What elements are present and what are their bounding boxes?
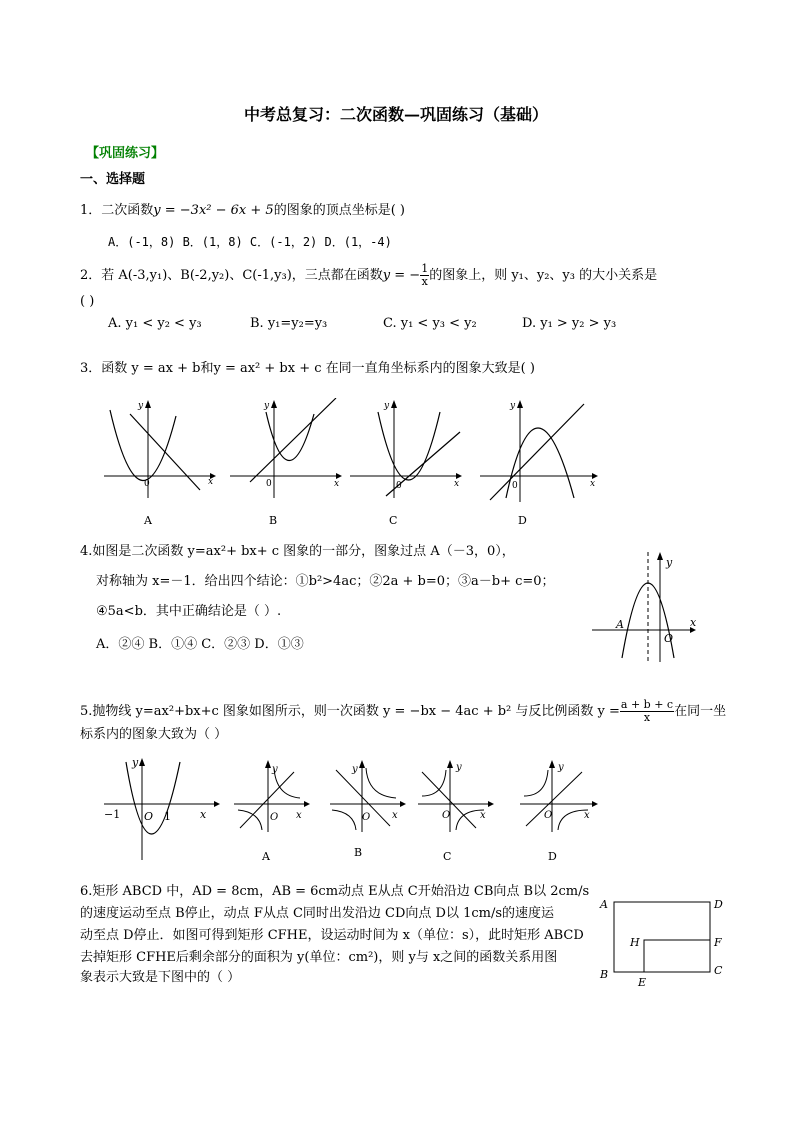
- svg-text:D: D: [714, 898, 723, 911]
- svg-text:y: y: [352, 764, 358, 775]
- q2-stem: 2．若 A(-3,y₁)、B(-2,y₂)、C(-1,y₃)，三点都在函数y = − $\frac{1}{x}$ 的图象上，则 y₁、y₂、y₃ 的大小关系是: [80, 262, 658, 288]
- svg-text:y: y: [558, 762, 564, 773]
- q6-line1: 6.矩形 ABCD 中，AD = 8cm，AB = 6cm动点 E从点 C开始沿边 CB向点 B以 2cm/s: [80, 884, 590, 899]
- q3a-o: 0: [144, 479, 150, 489]
- q5-label-d: D: [548, 850, 557, 863]
- q5-option-d-graph: [518, 760, 598, 832]
- section-tag: 【巩固练习】: [86, 146, 165, 161]
- q1-options: A．(-1，8) B．(1，8) C．(-1，2) D．(1，-4): [108, 235, 392, 249]
- q3-stem: 3．函数 y = ax + b和y = ax² + bx + c 在同一直角坐标系内的图象大致是( ): [80, 361, 535, 376]
- q1-stem: 1．二次函数y = −3x² − 6x + 5的图象的顶点坐标是( ): [80, 203, 405, 218]
- q5-fig-y: y: [132, 756, 139, 769]
- q3-label-b: B: [269, 514, 278, 527]
- q3c-y: y: [384, 401, 390, 411]
- q4-line3: ④5a<b．其中正确结论是（ ）.: [96, 604, 282, 619]
- q2-option-d: D. y₁ > y₂ > y₃: [522, 316, 617, 331]
- q3-label-a: A: [144, 514, 152, 527]
- q3a-y: y: [138, 401, 144, 411]
- svg-text:O: O: [362, 812, 371, 823]
- svg-text:E: E: [638, 976, 647, 989]
- q4-fig-y: y: [666, 556, 673, 569]
- q5-option-c-graph: [416, 760, 494, 832]
- q5-label-a: A: [262, 850, 270, 863]
- q3d-o: 0: [512, 481, 518, 491]
- q5-stem: 5.抛物线 y=ax²+bx+c 图象如图所示，则一次函数 y = −bx − 4ac + b² 与反比例函数 y = $\frac{a + b + c}{x}$ 在同一坐: [80, 698, 727, 724]
- q4-line1: 4.如图是二次函数 y=ax²+ bx+ c 图象的一部分，图象过点 A（－3，0），: [80, 544, 515, 559]
- q5-option-a-graph: [232, 760, 310, 832]
- q6-line5: 象表示大致是下图中的（ ）: [80, 970, 241, 985]
- svg-text:C: C: [714, 964, 723, 977]
- svg-text:B: B: [600, 968, 609, 981]
- q5-fig-o: O: [144, 810, 154, 823]
- q5-option-b-graph: [328, 760, 406, 832]
- q4-line2: 对称轴为 x=－1．给出四个结论：①b²>4ac；②2a + b=0；③a－b+ c=0；: [96, 574, 555, 589]
- q5-fig-x: x: [200, 808, 207, 821]
- q4-figure: [592, 548, 702, 664]
- q6-line2: 的速度运动至点 B停止，动点 F从点 C同时出发沿边 CD向点 D以 1cm/s的速度运: [80, 906, 555, 921]
- q4-fig-x: x: [690, 616, 697, 629]
- q6-rectangle-figure: [598, 894, 730, 990]
- q3d-x: x: [590, 479, 596, 489]
- svg-text:y: y: [456, 762, 462, 773]
- q2-fraction: $\frac{1}{x}$: [421, 262, 429, 288]
- q3c-o: 0: [396, 481, 402, 491]
- q5-line2: 标系内的图象大致为（ ）: [80, 727, 228, 742]
- svg-text:x: x: [584, 810, 590, 821]
- q5-fig-neg1: −1: [104, 808, 121, 821]
- svg-text:O: O: [544, 810, 553, 821]
- page-title: 中考总复习：二次函数—巩固练习（基础）: [244, 105, 549, 124]
- q3b-x: x: [334, 479, 340, 489]
- svg-text:O: O: [270, 812, 279, 823]
- q3-graph-c: [350, 398, 462, 498]
- q3a-x: x: [208, 477, 214, 487]
- q5-fraction: $\frac{a + b + c}{x}$: [620, 698, 674, 724]
- svg-text:F: F: [714, 936, 722, 949]
- svg-text:H: H: [630, 936, 640, 949]
- q2-option-c: C. y₁ < y₃ < y₂: [383, 316, 477, 331]
- q3b-y: y: [264, 401, 270, 411]
- q5-parabola-figure: [104, 756, 220, 860]
- q6-line3: 动至点 D停止．如图可得到矩形 CFHE，设运动时间为 x（单位：s），此时矩形 ABCD: [80, 928, 584, 943]
- q5-label-b: B: [354, 846, 363, 859]
- q4-options: A．②④ B．①④ C．②③ D．①③: [96, 637, 304, 652]
- q3-graph-a: [104, 398, 216, 498]
- q3-graph-d: [480, 398, 598, 502]
- q3b-o: 0: [266, 479, 272, 489]
- q4-fig-o: O: [664, 632, 674, 645]
- svg-text:x: x: [480, 810, 486, 821]
- q5-fig-1: 1: [164, 810, 171, 823]
- q3-label-d: D: [518, 514, 527, 527]
- q5-label-c: C: [443, 850, 452, 863]
- svg-text:x: x: [296, 810, 302, 821]
- q2-paren: ( ): [80, 294, 95, 309]
- svg-text:y: y: [272, 764, 278, 775]
- q2-option-a: A. y₁ < y₂ < y₃: [108, 316, 202, 331]
- q4-fig-a: A: [616, 618, 624, 631]
- q3d-y: y: [510, 401, 516, 411]
- svg-text:O: O: [442, 810, 451, 821]
- svg-text:x: x: [392, 810, 398, 821]
- section-heading: 一、选择题: [80, 172, 146, 187]
- q2-option-b: B. y₁=y₂=y₃: [250, 316, 328, 331]
- q6-line4: 去掉矩形 CFHE后剩余部分的面积为 y(单位：cm²)，则 y与 x之间的函数关系用图: [80, 950, 558, 965]
- q3-label-c: C: [389, 514, 398, 527]
- q3c-x: x: [454, 479, 460, 489]
- svg-text:A: A: [600, 898, 608, 911]
- q3-graph-b: [230, 398, 342, 498]
